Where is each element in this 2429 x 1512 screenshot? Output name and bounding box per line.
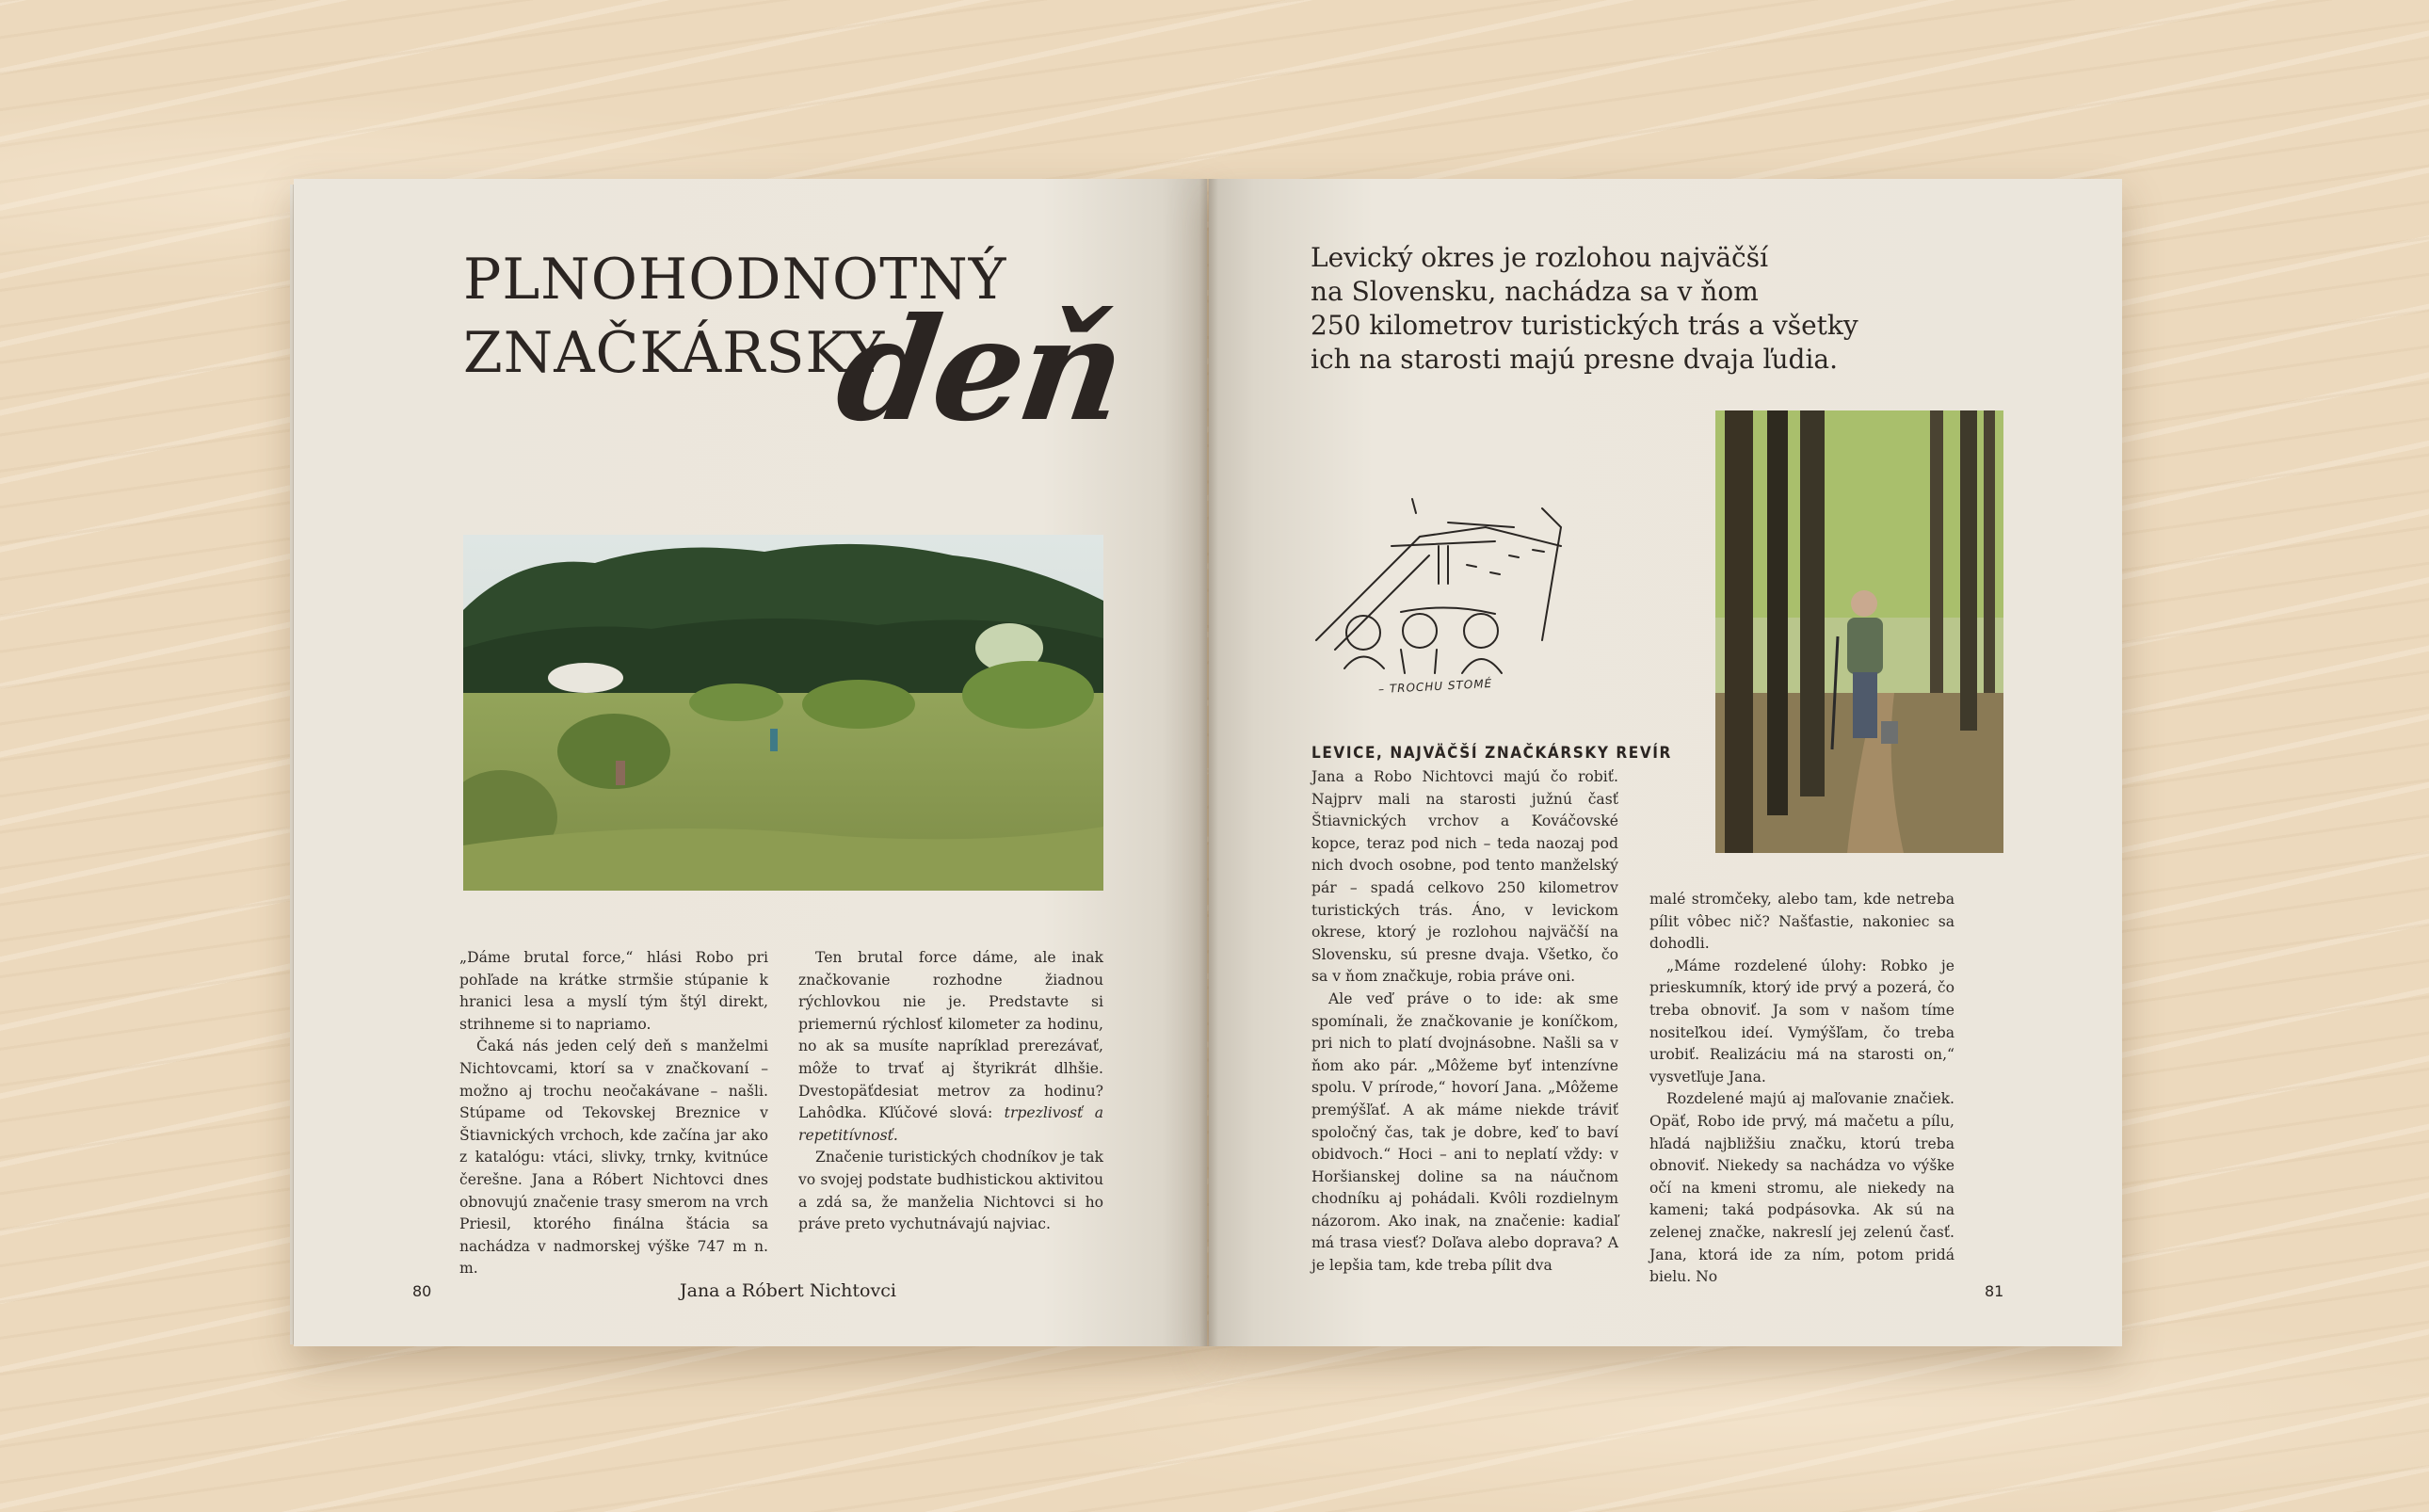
section-subhead: LEVICE, NAJVÄČŠÍ ZNAČKÁRSKY REVÍR	[1311, 744, 1672, 763]
paragraph: Jana a Robo Nichtovci majú čo robiť. Najprv mali na starosti južnú časť Štiavnických vrchov a Kováčovské kopce, teraz pod nich – teda naozaj pod nich dvoch osobne, pod tento manželský pár – spadá celkovo 250 kilometrov turistických trás. Áno, v levickom okrese, ktorý je rozlohou najväčší na Slovensku, sú presne dvaja. Všetko, čo sa v ňom značkuje, robia práve oni.	[1311, 768, 1618, 986]
paragraph: „Máme rozdelené úlohy: Robko je prieskumník, ktorý ide prvý a pozerá, čo treba obnoviť. Ja som v našom tíme nositeľkou ideí. Vymýšľam, čo treba urobiť. Realizáciu má na starosti on,“ vysvetľuje Jana.	[1649, 957, 1954, 1086]
left-column-1	[459, 947, 768, 1280]
lead-line: na Slovensku, nachádza sa v ňom	[1311, 276, 1759, 307]
lead-line: 250 kilometrov turistických trás a všetky	[1311, 310, 1858, 341]
paragraph: Ale veď práve o to ide: ak sme spomínali, že značkovanie je koníčkom, pri nich to platí dvojnásobne. Našli sa v ňom ako pár. „Môžeme byť intenzívne spolu. V prírode,“ hovorí Jana. „Môžeme premýšľať. A ak máme niekde tráviť spoločný čas, tak je dobre, keď to baví obidvoch.“ Hoci – ani to neplatí vždy: v Horšianskej doline sa na náučnom chodníku aj pohádali. Kvôli rozdielnym názorom. Ako inak, na značenie: kadiaľ má trasa viesť? Doľava alebo doprava? A je lepšia tam, kde treba pílit dva	[1311, 989, 1618, 1275]
page-number-left: 80	[412, 1282, 432, 1300]
lead-paragraph	[1311, 241, 1875, 377]
running-head: Jana a Róbert Nichtovci	[680, 1280, 896, 1301]
paragraph-text: Ten brutal force dáme, ale inak značkovanie rozhodne žiadnou rýchlovkou nie je. Predstavte si priemernú rýchlosť kilometer za hodinu, no ak sa musíte napríklad prerezávať, môže to trvať aj štyrikrát dlhšie. Dvestopäťdesiat metrov za hodinu? Lahôdka. Kľúčové slová:	[798, 949, 1103, 1122]
left-column-2	[798, 947, 1103, 1236]
forest-hiker-photo	[1715, 410, 2003, 853]
lead-line: ich na starosti majú presne dvaja ľudia.	[1311, 344, 1839, 375]
book-gutter	[1199, 179, 1218, 1346]
paragraph: malé stromčeky, alebo tam, kde netreba pílit vôbec nič? Našťastie, nakoniec sa dohodli.	[1649, 891, 1954, 953]
paragraph: Rozdelené majú aj maľovanie značiek. Opäť, Robo ide prvý, má mačetu a pílu, hľadá najbližšiu značku, ktorú treba obnoviť. Niekedy sa nachádza vo výške očí na kmeni stromu, ale niekedy na kameni; taká podpásovka. Ak sú na zelenej značke, nakreslí jej zelenú časť. Jana, ktorá ide za ním, potom pridá bielu. No	[1649, 1090, 1954, 1286]
paragraph: Značenie turistických chodníkov je tak vo svojej podstate budhistickou aktivitou a zdá sa, že manželia Nichtovci si ho práve preto vychutnávajú najviac.	[798, 1149, 1103, 1233]
paragraph: Čaká nás jeden celý deň s manželmi Nichtovcami, ktorí sa v značkovaní – možno aj trochu neočakávane – našli. Stúpame od Tekovskej Breznice v Štiavnických vrchoch, kde začína jar ako z katalógu: vtáci, slivky, trnky, kvitnúce čerešne. Jana a Róbert Nichtovci dnes obnovujú značenie trasy smerom na vrch Priesil, ktorého finálna štácia sa nachádza v nadmorskej výške 747 m n. m.	[459, 1037, 768, 1278]
emphasis-text: trpezlivosť a repetitívnosť.	[798, 1104, 1103, 1144]
title-line-1: PLNOHODNOTNÝ	[463, 247, 1007, 313]
paragraph: „Dáme brutal force,“ hlási Robo pri pohľade na krátke strmšie stúpanie k hranici lesa a myslí tým štýl direkt, strihneme si to napriamo.	[459, 949, 768, 1033]
page-number-right: 81	[1985, 1282, 2004, 1300]
meadow-photo	[463, 535, 1103, 891]
title-line-2: ZNAČKÁRSKY	[463, 320, 886, 386]
right-column-1	[1311, 766, 1618, 1278]
sketch-caption: – TROCHU STOMÉ	[1377, 676, 1493, 697]
ink-sketch	[1307, 490, 1599, 706]
right-column-2	[1649, 889, 1954, 1289]
title-script-word: deň	[828, 287, 1132, 453]
lead-line: Levický okres je rozlohou najväčší	[1311, 242, 1769, 273]
